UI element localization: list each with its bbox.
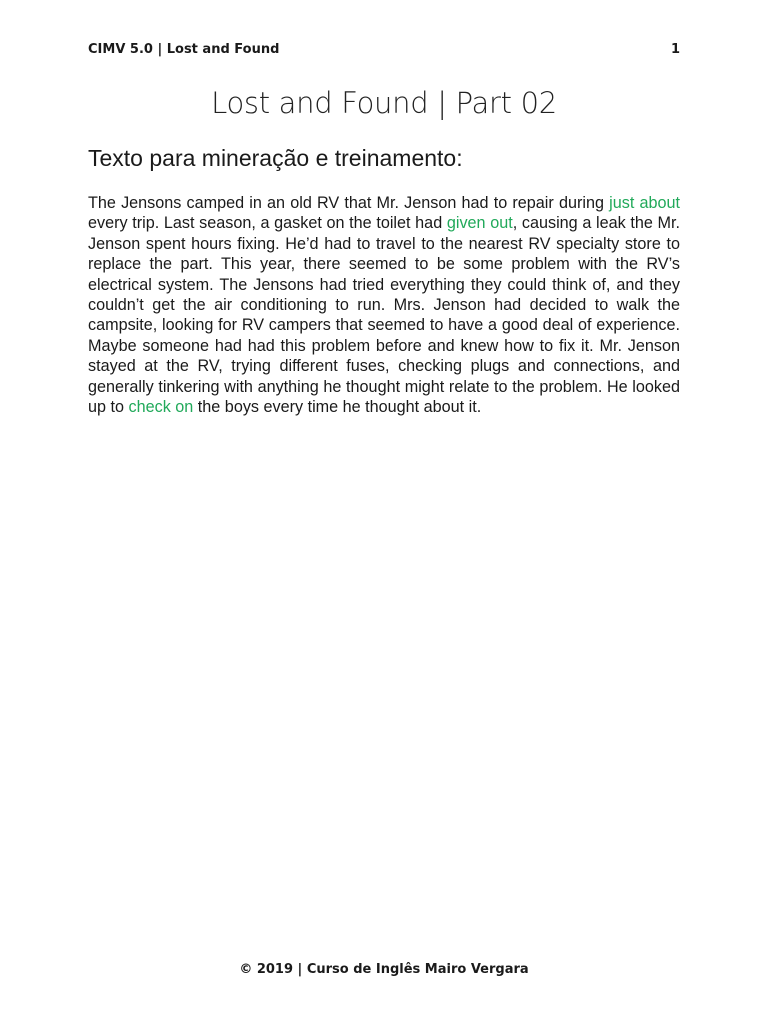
highlighted-phrase: just about — [609, 194, 680, 212]
section-heading: Texto para mineração e treinamento: — [88, 145, 463, 171]
highlighted-phrase: check on — [128, 398, 194, 417]
body-segment: every trip. Last season, a gasket on the toilet had — [88, 214, 447, 233]
body-segment: the boys every time he thought about it. — [193, 398, 482, 417]
page-header — [88, 42, 680, 57]
header-title: CIMV 5.0 | Lost and Found — [88, 42, 280, 57]
body-paragraph — [88, 193, 680, 417]
page-footer: © 2019 | Curso de Inglês Mairo Vergara — [239, 962, 529, 977]
highlighted-phrase: given out — [446, 214, 513, 233]
body-segment: , causing a leak the Mr. Jenson spent hours fixing. He’d had to travel to the nearest RV specialty store to replace the part. This year, there seemed to be some problem with the RV’s electrical system. The Jensons had tried everything they could think of, and they couldn’t get the air conditioning to run. Mrs. Jenson had decided to walk the campsite, looking for RV campers that seemed to have a good deal of experience. Maybe someone had had this problem before and knew how to fix it. Mr. Jenson stayed at the RV, trying different fuses, checking plugs and connections, and generally tinkering with anything he thought might relate to the problem. He looked up to — [88, 214, 680, 417]
document-title: Lost and Found | Part 02 — [211, 86, 557, 120]
page-number: 1 — [670, 42, 680, 57]
body-segment: The Jensons camped in an old RV that Mr. Jenson had to repair during — [88, 194, 610, 212]
